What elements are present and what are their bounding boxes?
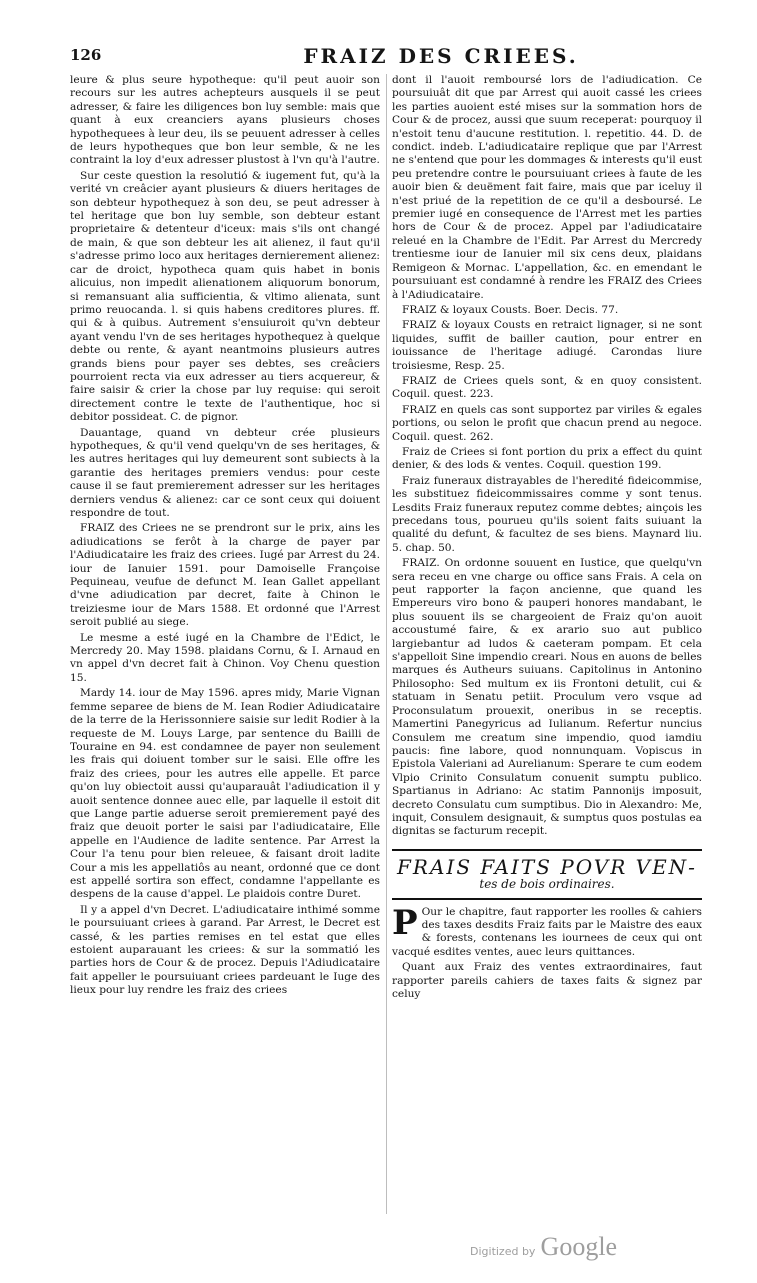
book-page [70, 44, 702, 1212]
drop-cap: P [392, 902, 418, 943]
text-columns [70, 74, 702, 1214]
paragraph: dont il l'auoit remboursé lors de l'adiudication. Ce poursuiuât dit que par Arrest qui auoit cassé les criees les parties auoient esté mises sur la sommation hors de Cour & de procez, aussi que suum receperat: pourquoy il n'estoit tenu d'aucune restitution. l. repetitio. 44. D. de condict. indeb. L'adiudicataire replique que par l'Arrest ne s'entend que pour les dommages & interests qu'il eust peu pretendre contre le poursuiuant criees à faute de les auoir bien & deuëment fait faire, mais que par iceluy il n'est priué de la repetition de ce qu'il a desboursé. Le premier iugé en consequence de l'Arrest met les parties hors de Cour & de procez. Appel par l'adiudicataire releué en la Chambre de l'Edit. Par Arrest du Mercredy trentiesme iour de Ianuier mil six cens deux, plaidans Remigeon & Mornac. L'appellation, &c. en emendant le poursuiuant est condamné à rendre les FRAIZ des Criees à l'Adiudicataire. [392, 74, 702, 301]
paragraph: Dauantage, quand vn debteur crée plusieurs hypotheques, & qu'il vend quelqu'vn de ses heritages, & les autres heritages qui luy demeurent sont subiects à la garantie des heritages premiers vendus: pour ceste cause il se faut premierement adresser sur les heritages derniers vendus & alienez: car ce sont ceux qui doiuent respondre de tout. [70, 426, 380, 519]
paragraph: FRAIZ. On ordonne souuent en Iustice, que quelqu'vn sera receu en vne charge ou office sans Frais. A cela on peut rapporter la façon ancienne, que quand les Empereurs viro bono & pauperi honores mandabant, le plus souuent ils se chargeoient de Fraiz qu'on auoit accoustumé faire, & ex arario suo aut publico largiebantur ad ludos & caeteram pompam. Et cela s'appelloit Sine impendio creari. Nous en auons de belles marques és Autheurs suiuans. Capitolinus in Antonino Philosopho: Sed multum ex iis Frontoni detulit, cui & statuam in Senatu petiit. Proculum vero vsque ad Proconsulatum prouexit, oneribus in se receptis. Mamertini Panegyricus ad Iulianum. Refertur nuncius Consulem me creatum sine impendio, quod iamdiu paucis: fine labore, quod nonnunquam. Vopiscus in Epistola Valeriani ad Aurelianum: Sperare te cum eodem Vlpio Crinito Consulatum conuenit sumptu publico. Spartianus in Adriano: Ac statim Pannonijs imposuit, decreto Consulatu cum sumptibus. Dio in Alexandro: Me, inquit, Consulem designauit, & sumptus quos postulas ea dignitas se facturum recepit. [392, 557, 702, 838]
digitized-watermark [470, 1232, 617, 1262]
paragraph: FRAIZ en quels cas sont supportez par viriles & egales portions, ou selon le profit que chacun prend au negoce. Coquil. quest. 262. [392, 403, 702, 443]
section-heading [392, 849, 702, 900]
paragraph: Mardy 14. iour de May 1596. apres midy, Marie Vignan femme separee de biens de M. Iean Rodier Adiudicataire de la terre de la Herissonniere saisie sur ledit Rodier à la requeste de M. Louys Large, par sentence du Bailli de Touraine en 94. est condamnee de payer non seulement les frais qui doiuent tomber sur le saisi. Elle offre les fraiz des criees, pour les autres elle appelle. Et parce qu'on luy obiectoit aussi qu'auparauât l'adiudication il y auoit sentence donnee auec elle, par laquelle il estoit dit que Lange partie aduerse seroit premierement payé des fraiz que deuoit porter le saisi par l'adiudicataire, Elle appelle en l'Audience de ladite sentence. Par Arrest la Cour l'a tenu pour bien releuee, & faisant droit ladite Cour a mis les appellatiôs au neant, ordonné que ce dont est appellé sortira son effect, condamne l'appellante es despens de la cause d'appel. Le plaidois contre Duret. [70, 687, 380, 901]
section-paragraph-text: Our le chapitre, faut rapporter les roolles & cahiers des taxes desdits Fraiz faits par le Maistre des eaux & forests, contenans les iournees de ceux qui ont vacqué esdites ventes, auec leurs quittances. [392, 905, 702, 958]
paragraph: Fraiz de Criees si font portion du prix a effect du quint denier, & des lods & ventes. Coquil. question 199. [392, 445, 702, 472]
section-paragraph: Quant aux Fraiz des ventes extraordinaires, faut rapporter pareils cahiers de taxes faits & signez par celuy [392, 961, 702, 1000]
page-number: 126 [70, 46, 102, 64]
paragraph: Il y a appel d'vn Decret. L'adiudicataire inthimé somme le poursuiuant criees à garand. Par Arrest, le Decret est cassé, & les parties remises en tel estat que elles estoient auparauant les criees: & sur la sommatió les parties hors de Cour & de procez. Depuis l'Adiudicataire fait appeller le poursuiuant criees pardeuant le Iuge des lieux pour luy rendre les fraiz des criees [70, 903, 380, 997]
section-title: FRAIS FAITS POVR VEN- [397, 854, 697, 879]
running-title: FRAIZ DES CRIEES. [303, 44, 579, 68]
left-column [70, 74, 380, 1000]
paragraph: Sur ceste question la resolutió & iugement fut, qu'à la verité vn creâcier ayant plusieurs & diuers heritages de son debteur hypothequez à son deu, se peut adresser à tel heritage que bon luy semble, son debteur estant proprietaire & detenteur d'iceux: mais s'ils ont changé de main, & que son debteur les ait alienez, il faut qu'il s'adresse primo loco aux heritages dernierement alienez: car de droict, hypotheca quam quis habet in bonis alicuius, non impedit alienationem aliquorum bonorum, si remansuant alia sufficientia, & vltimo alienata, sunt primo reuocanda. l. si quis habens creditores plures. ff. qui & à quibus. Autrement s'ensuiuroit qu'vn debteur ayant vendu l'vn de ses heritages hypothequez à quelque debte ou rente, & ayant neantmoins plusieurs autres grands biens pour payer ses debtes, ses creâciers pourroient recta via eux adresser au tiers acquereur, & faire saisir & crier la chose par luy requise: qui seroit directement contre le texte de l'authentique, hoc si debitor possideat. C. de pignor. [70, 169, 380, 424]
paragraph: FRAIZ de Criees quels sont, & en quoy consistent. Coquil. quest. 223. [392, 374, 702, 401]
paragraph: leure & plus seure hypotheque: qu'il peut auoir son recours sur les autres achepteurs ausquels il se peut adresser, & faire les diligences bon luy semble: mais que quant à eux creanciers ayans plusieurs choses hypothequees à leur deu, ils se peuuent adresser à celles de leurs hypotheques que bon leur semble, & ne les contraint la loy d'eux adresser plustost à l'vn qu'à l'autre. [70, 74, 380, 167]
google-logo: Google [540, 1232, 618, 1261]
column-divider [386, 74, 387, 1214]
section-subtitle: tes de bois ordinaires. [479, 877, 615, 892]
paragraph: Le mesme a esté iugé en la Chambre de l'Edict, le Mercredy 20. May 1598. plaidans Cornu, & I. Arnaud en vn appel d'vn decret fait à Chinon. Voy Chenu question 15. [70, 631, 380, 684]
paragraph: FRAIZ des Criees ne se prendront sur le prix, ains les adiudications se ferôt à la charge de payer par l'Adiudicataire les fraiz des criees. Iugé par Arrest du 24. iour de Ianuier 1591. pour Damoiselle Françoise Pequineau, veufue de defunct M. Iean Gallet appellant d'vne adiudication par decret, faite à Chinon le treiziesme iour de Mars 1588. Et ordonné que l'Arrest seroit publié au siege. [70, 522, 380, 629]
right-column [392, 74, 702, 1003]
paragraph: Fraiz funeraux distrayables de l'heredité fideicommise, les substituez fideicommissaires comme y sont tenus. Lesdits Fraiz funeraux reputez comme debtes; ainçois les precedans tous, pourueu qu'ils soient faits suiuant la qualité du defunt, & facultez de ses biens. Maynard liu. 5. chap. 50. [392, 474, 702, 554]
section-paragraph [392, 902, 702, 960]
paragraph: FRAIZ & loyaux Cousts en retraict lignager, si ne sont liquides, suffit de bailler caution, pour entrer en iouissance de l'heritage adiugé. Carondas liure troisiesme, Resp. 25. [392, 319, 702, 372]
watermark-prefix: Digitized by [470, 1245, 536, 1258]
paragraph: FRAIZ & loyaux Cousts. Boer. Decis. 77. [402, 303, 619, 316]
page-header [70, 44, 702, 70]
